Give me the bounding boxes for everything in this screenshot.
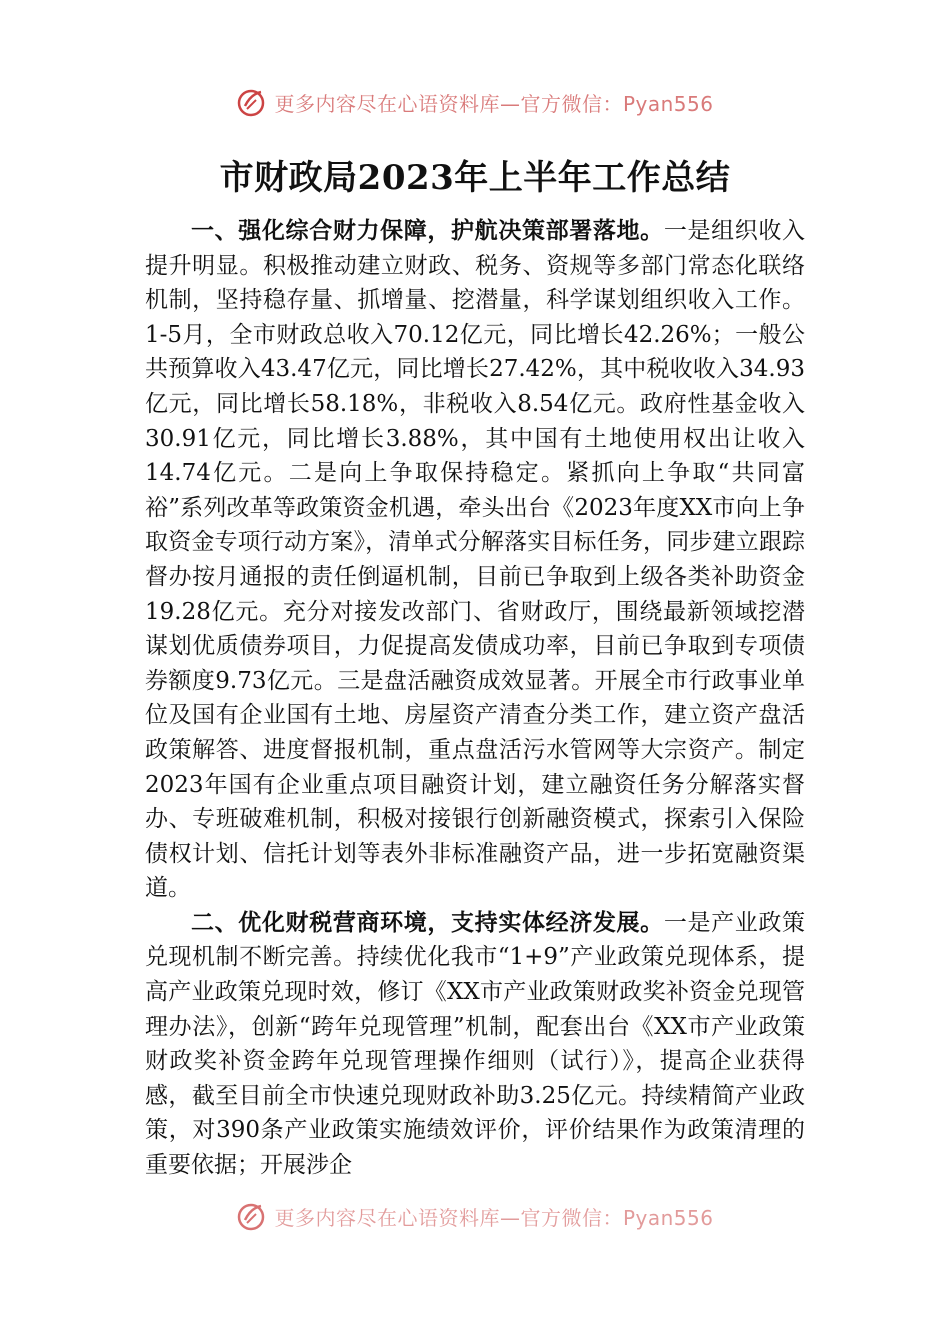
watermark-logo-icon bbox=[236, 86, 268, 118]
paragraph-1-heading: 一、强化综合财力保障，护航决策部署落地。 bbox=[191, 218, 664, 244]
document-body bbox=[145, 214, 805, 1183]
watermark-text: 更多内容尽在心语资料库—官方微信：Pyan556 bbox=[274, 1205, 714, 1230]
watermark-header bbox=[0, 82, 950, 122]
paragraph-1 bbox=[145, 214, 805, 906]
document-title: 市财政局2023年上半年工作总结 bbox=[219, 158, 731, 198]
watermark-logo-icon bbox=[236, 1201, 268, 1231]
paragraph-1-text: 一是组织收入提升明显。积极推动建立财政、税务、资规等多部门常态化联络机制，坚持稳存量、抓增量、挖潜量，科学谋划组织收入工作。1-5月，全市财政总收入70.12亿元，同比增长42.26%；一般公共预算收入43.47亿元，同比增长27.42%，其中税收收入34.93亿元，同比增长58.18%，非税收入8.54亿元。政府性基金收入30.91亿元，同比增长3.88%，其中国有土地使用权出让收入14.74亿元。二是向上争取保持稳定。紧抓向上争取“共同富裕”系列改革等政策资金机遇，牵头出台《2023年度XX市向上争取资金专项行动方案》，清单式分解落实目标任务，同步建立跟踪督办按月通报的责任倒逼机制，目前已争取到上级各类补助资金19.28亿元。充分对接发改部门、省财政厅，围绕最新领域挖潜谋划优质债券项目，力促提高发债成功率，目前已争取到专项债券额度9.73亿元。三是盘活融资成效显著。开展全市行政事业单位及国有企业国有土地、房屋资产清查分类工作，建立资产盘活政策解答、进度督报机制，重点盘活污水管网等大宗资产。制定2023年国有企业重点项目融资计划，建立融资任务分解落实督办、专班破难机制，积极对接银行创新融资模式，探索引入保险债权计划、信托计划等表外非标准融资产品，进一步拓宽融资渠道。 bbox=[145, 218, 806, 902]
paragraph-2-heading: 二、优化财税营商环境，支持实体经济发展。 bbox=[191, 909, 664, 936]
paragraph-2-text: 一是产业政策兑现机制不断完善。持续优化我市“1+9”产业政策兑现体系，提高产业政策兑现时效，修订《XX市产业政策财政奖补资金兑现管理办法》，创新“跨年兑现管理”机制，配套出台《XX市产业政策财政奖补资金跨年兑现管理操作细则（试行）》，提高企业获得感，截至目前全市快速兑现财政补助3.25亿元。持续精简产业政策，对390条产业政策实施绩效评价，评价结果作为政策清理的重要依据；开展涉企 bbox=[145, 909, 806, 1179]
paragraph-2 bbox=[145, 906, 805, 1183]
watermark-footer bbox=[0, 1201, 950, 1231]
watermark-text: 更多内容尽在心语资料库—官方微信：Pyan556 bbox=[274, 91, 714, 116]
